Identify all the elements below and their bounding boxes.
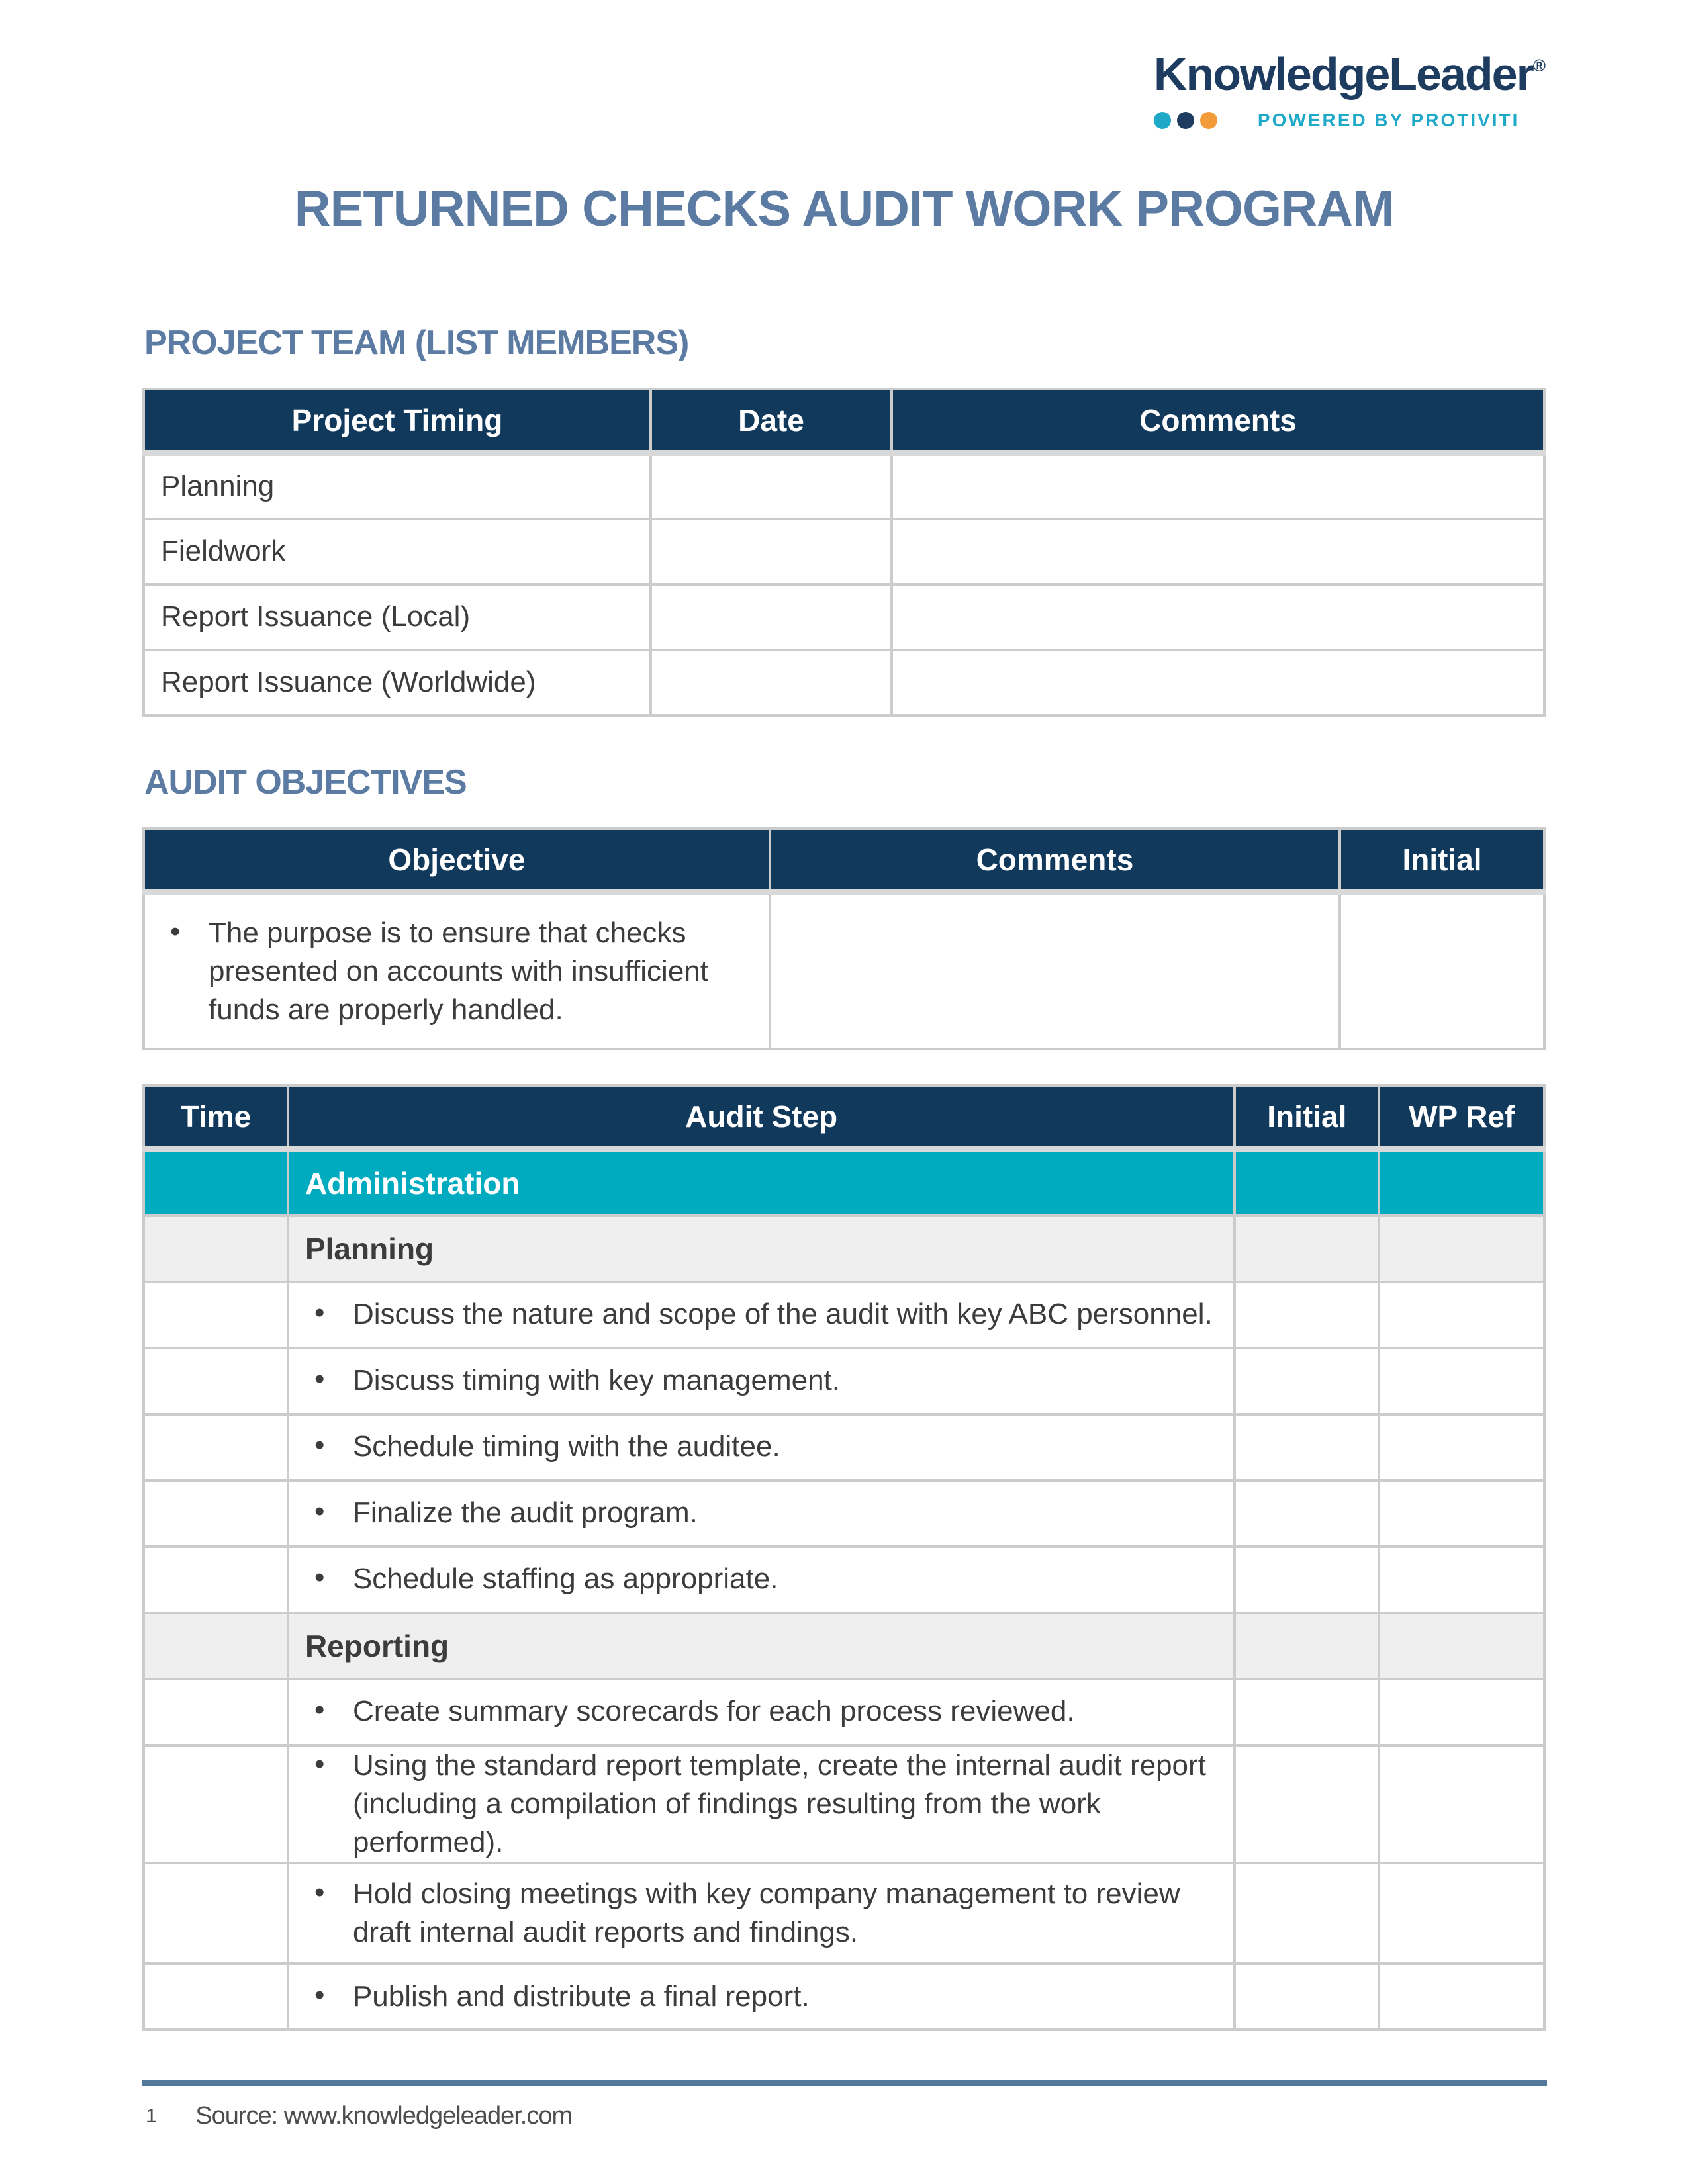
time-cell [144,1613,288,1679]
date-cell [651,453,892,519]
step-row [144,1679,1544,1745]
audit-step-cell [288,1414,1235,1480]
initial-cell [1235,1745,1379,1863]
table-row [144,453,1544,519]
column-header-comments: Comments [770,829,1340,893]
time-cell [144,1745,288,1863]
timing-cell: Report Issuance (Local) [144,584,651,650]
wp-ref-cell [1379,1480,1544,1547]
date-cell [651,519,892,584]
step-row [144,1745,1544,1863]
time-cell [144,1964,288,2030]
table-row [144,893,1544,1050]
time-cell [144,1348,288,1414]
step-bullet-item: • Publish and distribute a final report. [305,1978,1217,2016]
logo-wordmark [1154,48,1546,101]
wp-ref-cell [1379,1679,1544,1745]
comments-cell [892,519,1544,584]
logo-subline [1154,110,1546,131]
table-row [144,519,1544,584]
footer-source-text: Source: www.knowledgeleader.com [195,2102,573,2130]
logo-dot-orange-icon [1200,112,1217,129]
audit-step-cell [288,1964,1235,2030]
logo-dot-teal-icon [1154,112,1171,129]
initial-cell [1235,1964,1379,2030]
audit-step-cell [288,1282,1235,1348]
table-row [144,584,1544,650]
objective-bullet-item: • The purpose is to ensure that checks presented on accounts with insufficient funds are properly handled. [161,914,753,1029]
subsection-row [144,1216,1544,1282]
wp-ref-cell [1379,1414,1544,1480]
step-row [144,1348,1544,1414]
timing-cell: Planning [144,453,651,519]
step-bullet-item: • Using the standard report template, create the internal audit report (including a compilation of findings resulting from the work performed). [305,1747,1217,1862]
audit-step-cell [288,1150,1235,1216]
audit-step-cell [288,1216,1235,1282]
step-row [144,1863,1544,1964]
comments-cell [892,584,1544,650]
audit-step-cell [288,1613,1235,1679]
step-row [144,1282,1544,1348]
table-header-row [144,829,1544,893]
audit-objectives-heading: AUDIT OBJECTIVES [144,763,467,801]
project-team-heading: PROJECT TEAM (LIST MEMBERS) [144,324,689,362]
audit-step-cell [288,1863,1235,1964]
column-header-comments: Comments [892,389,1544,453]
objective-cell [144,893,770,1050]
column-header-time: Time [144,1085,288,1150]
page-title: RETURNED CHECKS AUDIT WORK PROGRAM [294,181,1394,237]
section-row [144,1150,1544,1216]
time-cell [144,1282,288,1348]
step-bullet-item: • Schedule timing with the auditee. [305,1428,1217,1466]
time-cell [144,1414,288,1480]
wp-ref-cell [1379,1964,1544,2030]
initial-cell [1235,1150,1379,1216]
subsection-row [144,1613,1544,1679]
wp-ref-cell [1379,1348,1544,1414]
column-header-initial: Initial [1235,1085,1379,1150]
initial-cell [1235,1414,1379,1480]
footer-divider [142,2080,1547,2086]
step-row [144,1414,1544,1480]
initial-cell [1340,893,1544,1050]
audit-step-cell [288,1547,1235,1613]
step-row [144,1480,1544,1547]
initial-cell [1235,1679,1379,1745]
step-row [144,1547,1544,1613]
audit-step-cell [288,1348,1235,1414]
timing-cell: Report Issuance (Worldwide) [144,650,651,715]
time-cell [144,1863,288,1964]
column-header-project-timing: Project Timing [144,389,651,453]
audit-objectives-table [142,827,1546,1050]
date-cell [651,650,892,715]
page-number: 1 [146,2104,158,2127]
footer [146,2102,572,2130]
initial-cell [1235,1863,1379,1964]
step-bullet-item: • Hold closing meetings with key company management to review draft internal audit reports and findings. [305,1875,1217,1952]
comments-cell [770,893,1340,1050]
knowledgeleader-logo [1154,48,1546,131]
initial-cell [1235,1613,1379,1679]
initial-cell [1235,1480,1379,1547]
audit-steps-table [142,1084,1546,2031]
step-bullet-item: • Discuss timing with key management. [305,1361,1217,1400]
column-header-audit-step: Audit Step [288,1085,1235,1150]
initial-cell [1235,1216,1379,1282]
audit-step-cell [288,1745,1235,1863]
logo-wordmark-text: KnowledgeLeader [1153,48,1533,100]
time-cell [144,1216,288,1282]
project-timing-table [142,388,1546,717]
audit-step-cell [288,1679,1235,1745]
logo-tagline: POWERED BY PROTIVITI [1257,110,1520,130]
comments-cell [892,453,1544,519]
step-bullet-item: • Finalize the audit program. [305,1494,1217,1532]
initial-cell [1235,1282,1379,1348]
initial-cell [1235,1348,1379,1414]
column-header-date: Date [651,389,892,453]
wp-ref-cell [1379,1745,1544,1863]
audit-step-cell [288,1480,1235,1547]
time-cell [144,1547,288,1613]
wp-ref-cell [1379,1216,1544,1282]
logo-dot-navy-icon [1177,112,1194,129]
wp-ref-cell [1379,1547,1544,1613]
column-header-wp-ref: WP Ref [1379,1085,1544,1150]
time-cell [144,1679,288,1745]
table-header-row [144,389,1544,453]
column-header-initial: Initial [1340,829,1544,893]
timing-cell: Fieldwork [144,519,651,584]
table-row [144,650,1544,715]
time-cell [144,1480,288,1547]
step-bullet-item: • Schedule staffing as appropriate. [305,1560,1217,1598]
step-bullet-item: • Create summary scorecards for each process reviewed. [305,1692,1217,1731]
comments-cell [892,650,1544,715]
wp-ref-cell [1379,1613,1544,1679]
wp-ref-cell [1379,1863,1544,1964]
date-cell [651,584,892,650]
wp-ref-cell [1379,1150,1544,1216]
section-label: Administration [305,1165,520,1201]
time-cell [144,1150,288,1216]
subsection-label: Planning [305,1231,434,1266]
subsection-label: Reporting [305,1628,449,1663]
wp-ref-cell [1379,1282,1544,1348]
registered-trademark-icon: ® [1532,56,1546,75]
column-header-objective: Objective [144,829,770,893]
initial-cell [1235,1547,1379,1613]
table-header-row [144,1085,1544,1150]
step-row [144,1964,1544,2030]
step-bullet-item: • Discuss the nature and scope of the audit with key ABC personnel. [305,1295,1217,1334]
